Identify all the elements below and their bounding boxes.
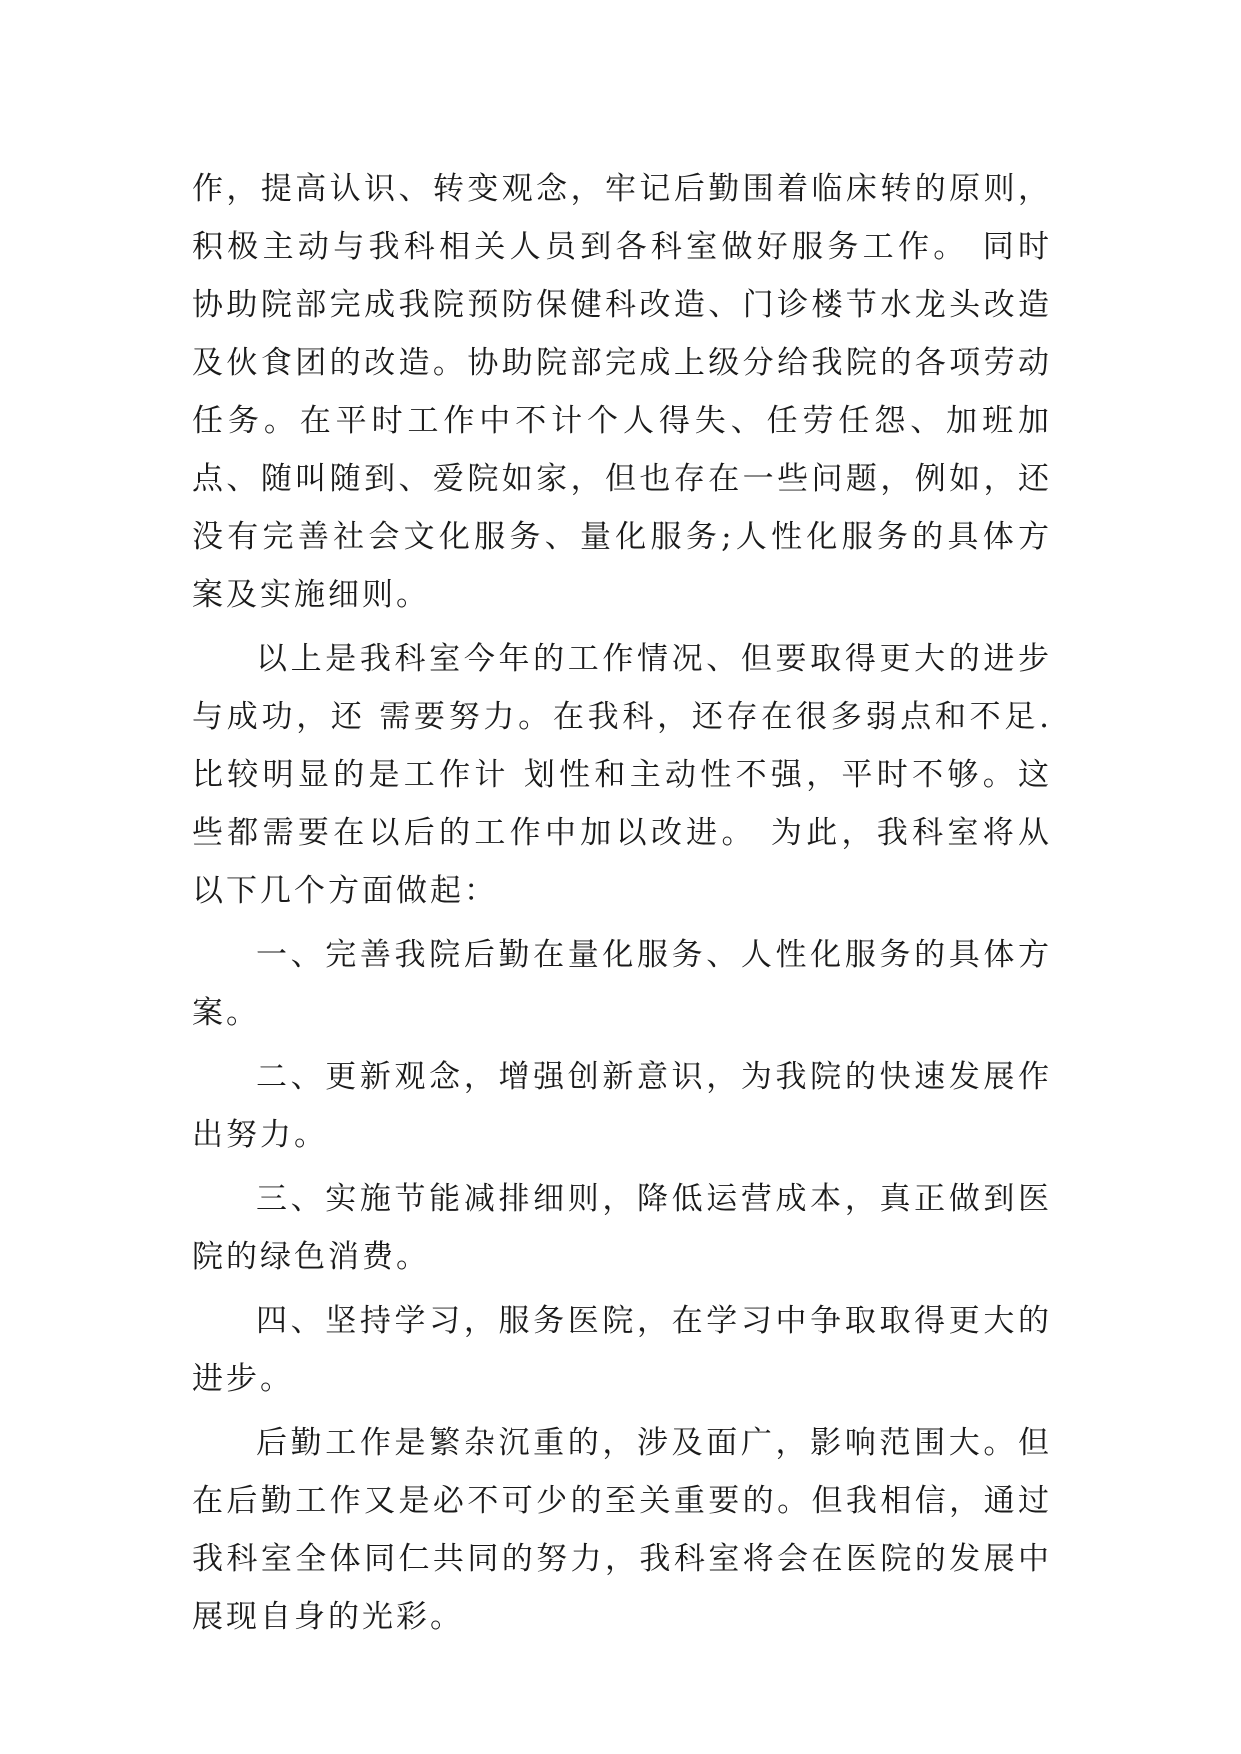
paragraph-continuation: 作，提高认识、转变观念，牢记后勤围着临床转的原则，积极主动与我科相关人员到各科室做好服务工作。 同时协助院部完成我院预防保健科改造、门诊楼节水龙头改造及伙食团的改造。协助院部完成上级分给我院的各项劳动任务。在平时工作中不计个人得失、任劳任怨、加班加点、随叫随到、爱院如家，但也存在一些问题，例如，还没有完善社会文化服务、量化服务;人性化服务的具体方案及实施细则。 (192, 171, 1052, 613)
list-item-4: 四、坚持学习，服务医院，在学习中争取取得更大的进步。 (192, 1303, 1052, 1397)
list-item-1: 一、完善我院后勤在量化服务、人性化服务的具体方案。 (192, 937, 1052, 1031)
document-body (192, 160, 1052, 1652)
paragraph-conclusion: 后勤工作是繁杂沉重的，涉及面广，影响范围大。但在后勤工作又是必不可少的至关重要的。但我相信，通过我科室全体同仁共同的努力，我科室将会在医院的发展中展现自身的光彩。 (192, 1425, 1052, 1635)
list-item-3: 三、实施节能减排细则，降低运营成本，真正做到医院的绿色消费。 (192, 1181, 1052, 1275)
list-item-2: 二、更新观念，增强创新意识，为我院的快速发展作出努力。 (192, 1059, 1052, 1153)
paragraph-summary: 以上是我科室今年的工作情况、但要取得更大的进步与成功，还 需要努力。在我科，还存在很多弱点和不足.比较明显的是工作计 划性和主动性不强，平时不够。这些都需要在以后的工作中加以改进。 为此，我科室将从以下几个方面做起： (192, 641, 1052, 909)
